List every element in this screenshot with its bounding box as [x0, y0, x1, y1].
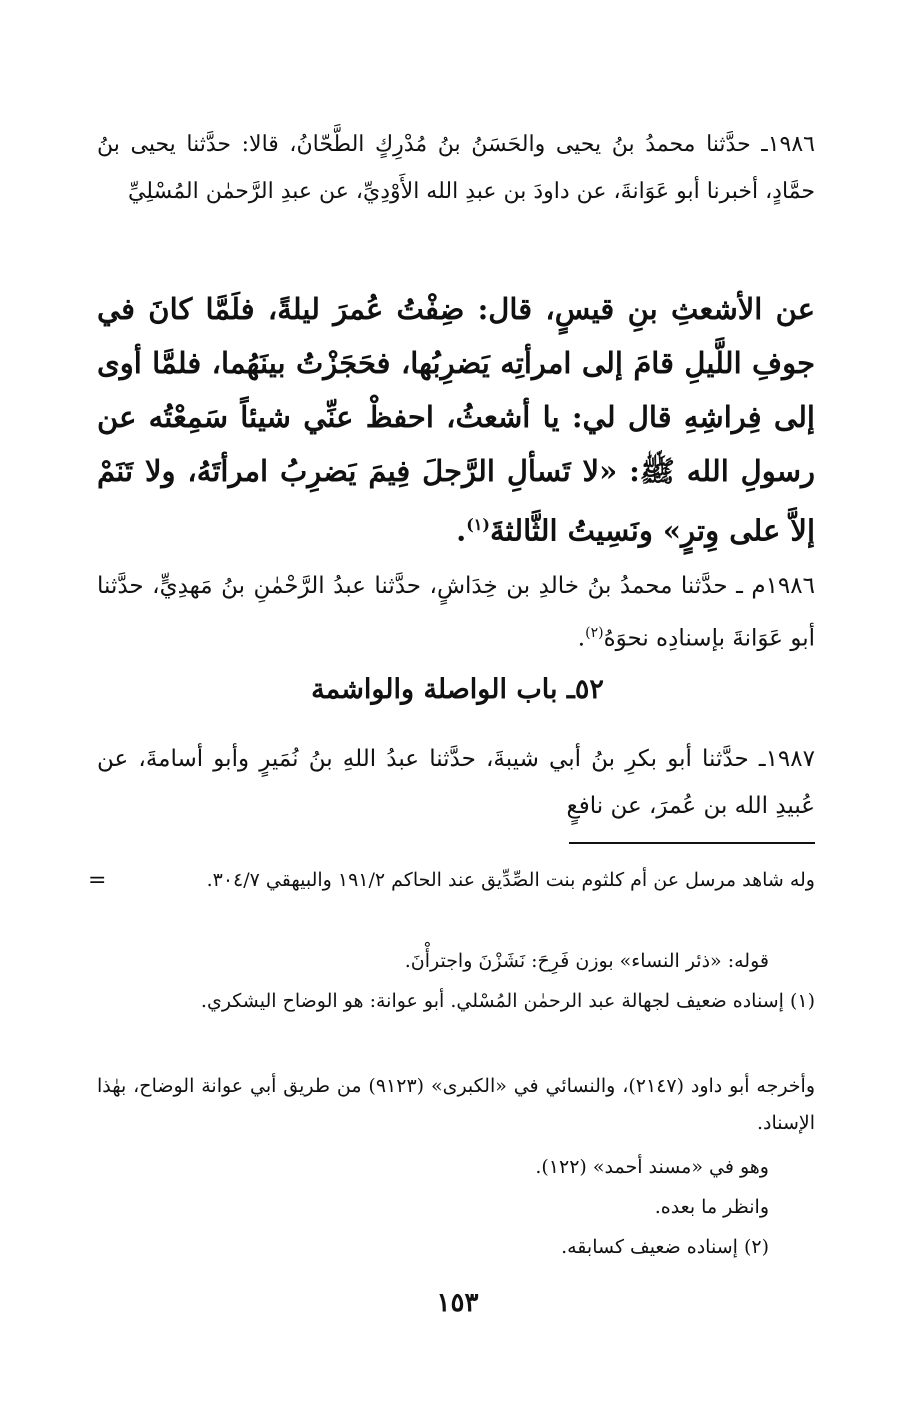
footnote-1-musnad: وهو في «مسند أحمد» (١٢٢). [535, 1156, 769, 1178]
footnote-1-see-next: وانظر ما بعده. [654, 1196, 769, 1218]
chapter-heading: ٥٢ـ باب الواصلة والواشمة [311, 674, 604, 705]
footnote-1-takhrij: وأخرجه أبو داود (٢١٤٧)، والنسائي في «الكبرى» (٩١٢٣) من طريق أبي عوانة الوضاح، بهٰذا الإسناد. [97, 1075, 816, 1134]
hadith-1986-sanad: ١٩٨٦ـ حدَّثنا محمدُ بنُ يحيى والحَسَنُ بنُ مُدْرِكٍ الطَّحّانُ، قالا: حدَّثنا يحيى بنُ حمَّادٍ، أخبرنا أبو عَوَانةَ، عن داودَ بن عبدِ الله الأَوْدِيِّ، عن عبدِ الرَّحمٰن المُسْلِيِّ [97, 132, 815, 204]
footnote-separator [569, 842, 815, 844]
hadith-1986m-text: ١٩٨٦م ـ حدَّثنا محمدُ بنُ خالدِ بن خِدَاشٍ، حدَّثنا عبدُ الرَّحْمٰنِ بنُ مَهدِيٍّ، حدَّثنا أبو عَوَانةَ بإسنادِه نحوَهُ [97, 573, 815, 652]
hadith-1986-matn-text: عن الأشعثِ بنِ قيسٍ، قال: ضِفْتُ عُمرَ ليلةً، فلَمَّا كانَ في جوفِ اللَّيلِ قامَ إلى امرأتِه يَضرِبُها، فحَجَزْتُ بينَهُما، فلمَّا أوى إلى فِراشِهِ قال لي: يا أشعثُ، احفظْ عنِّي شيئاً سَمِعْتُه عن رسولِ الله ﷺ: «لا تَسألِ الرَّجلَ فِيمَ يَضرِبُ امرأتَهُ، ولا تَنَمْ إلاَّ على وِترٍ» ونَسِيتُ الثَّالثةَ [97, 292, 815, 548]
hadith-1986m [97, 563, 815, 663]
hadith-1987: ١٩٨٧ـ حدَّثنا أبو بكرِ بنُ أبي شيبةَ، حدَّثنا عبدُ اللهِ بنُ نُمَيرٍ وأبو أسامةَ، عن عُبيدِ الله بن عُمرَ، عن نافعٍ [97, 746, 815, 819]
page-number: ١٥٣ [436, 1288, 479, 1318]
footnote-gloss: قوله: «ذئر النساء» بوزن فَرِحَ: نَشَزْنَ واجترأْنَ. [404, 950, 769, 972]
hadith-1986m-end-mark: . [577, 625, 586, 652]
footnote-1: (١) إسناده ضعيف لجهالة عبد الرحمٰن المُسْلي. أبو عوانة: هو الوضاح اليشكري. [200, 990, 815, 1012]
footnote-2: (٢) إسناده ضعيف كسابقه. [561, 1236, 769, 1258]
footnote-continued-text: وله شاهد مرسل عن أم كلثوم بنت الصِّدِّيق عند الحاكم ١٩١/٢ والبيهقي ٣٠٤/٧. [206, 869, 815, 891]
footnote-continuation-mark: = [88, 868, 107, 893]
footnote-ref-1: (١) [466, 515, 490, 534]
hadith-1986-matn [97, 282, 815, 558]
hadith-1986-end-mark: . [456, 513, 467, 548]
footnote-ref-2: (٢) [585, 625, 604, 641]
